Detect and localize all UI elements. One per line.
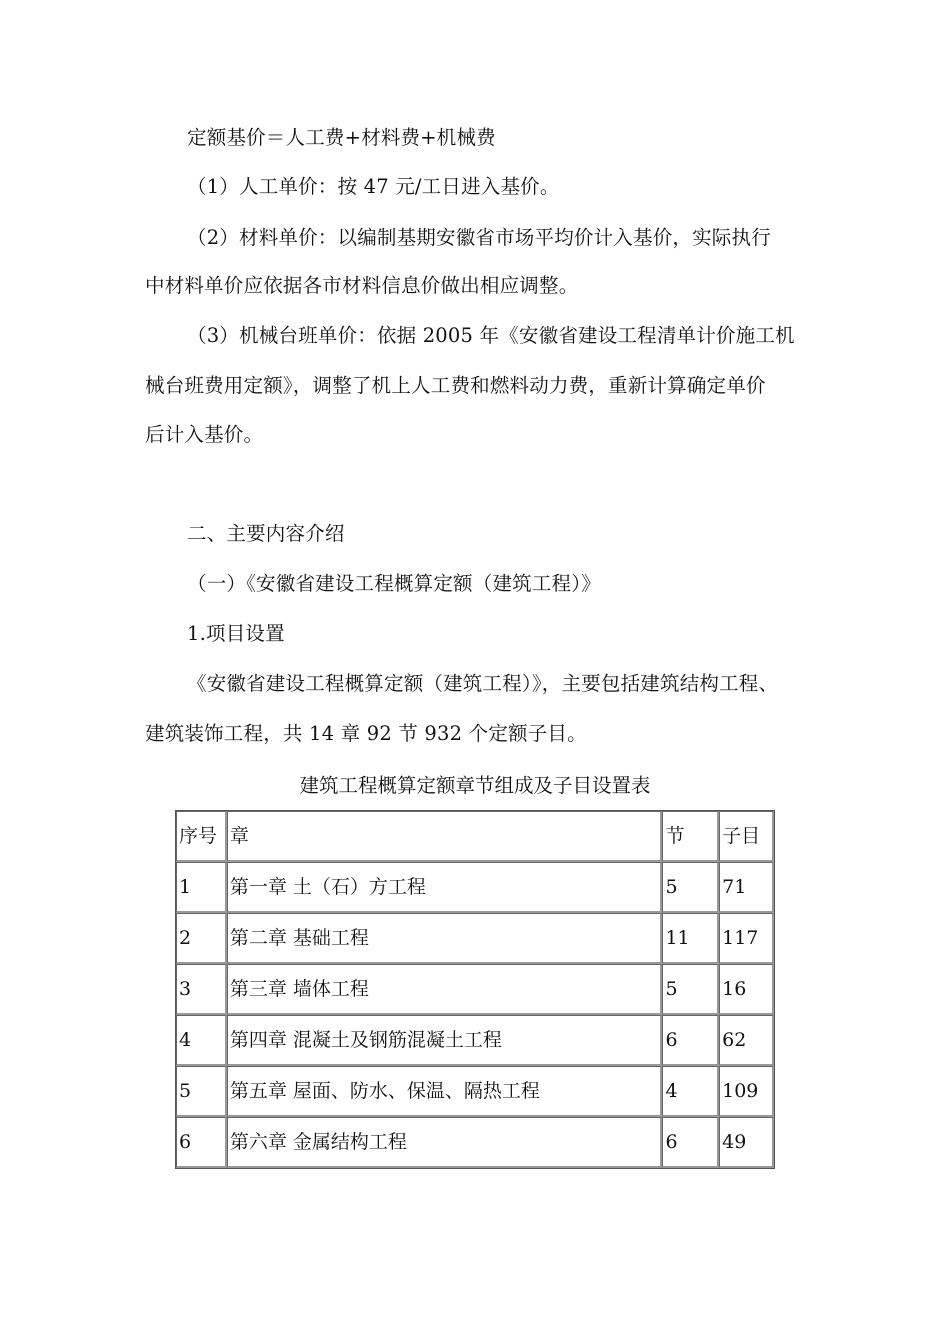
cell-serial-number: 4 — [176, 1015, 227, 1066]
cell-chapter: 第四章 混凝土及钢筋混凝土工程 — [227, 1015, 663, 1066]
cell-chapter: 第一章 土（石）方工程 — [227, 862, 663, 913]
paragraph-labor-unit-price: （1）人工单价：按 47 元/工日进入基价。 — [187, 175, 560, 198]
cell-chapter: 第六章 金属结构工程 — [227, 1117, 663, 1168]
header-chapter: 章 — [227, 811, 663, 862]
cell-section-count: 4 — [662, 1066, 719, 1117]
cell-section-count: 6 — [662, 1015, 719, 1066]
cell-subitem-count: 109 — [719, 1066, 774, 1117]
cell-chapter: 第二章 基础工程 — [227, 913, 663, 964]
cell-section-count: 5 — [662, 862, 719, 913]
cell-section-count: 11 — [662, 913, 719, 964]
cell-subitem-count: 16 — [719, 964, 774, 1015]
paragraph-base-price-formula: 定额基价＝人工费+材料费+机械费 — [187, 126, 496, 149]
subsection-heading-estimate-quota: （一）《安徽省建设工程概算定额（建筑工程）》 — [187, 572, 601, 595]
cell-serial-number: 6 — [176, 1117, 227, 1168]
chapter-table — [175, 810, 775, 1169]
cell-serial-number: 1 — [176, 862, 227, 913]
paragraph-material-unit-price-line1: （2）材料单价：以编制基期安徽省市场平均价计入基价，实际执行 — [187, 226, 771, 249]
table-row — [176, 913, 774, 964]
item-heading-project-setup: 1.项目设置 — [187, 622, 285, 645]
paragraph-machine-unit-price-line3: 后计入基价。 — [145, 423, 264, 446]
paragraph-material-unit-price-line2: 中材料单价应依据各市材料信息价做出相应调整。 — [145, 274, 579, 297]
table-row — [176, 1066, 774, 1117]
table-header-row — [176, 811, 774, 862]
header-serial-number: 序号 — [176, 811, 227, 862]
table-caption: 建筑工程概算定额章节组成及子目设置表 — [299, 774, 651, 797]
paragraph-machine-unit-price-line1: （3）机械台班单价：依据 2005 年《安徽省建设工程清单计价施工机 — [187, 324, 795, 347]
paragraph-machine-unit-price-line2: 械台班费用定额》，调整了机上人工费和燃料动力费，重新计算确定单价 — [145, 374, 766, 397]
cell-section-count: 5 — [662, 964, 719, 1015]
cell-serial-number: 2 — [176, 913, 227, 964]
cell-serial-number: 5 — [176, 1066, 227, 1117]
paragraph-scope-line2: 建筑装饰工程，共 14 章 92 节 932 个定额子目。 — [145, 722, 587, 745]
table-row — [176, 964, 774, 1015]
paragraph-scope-line1: 《安徽省建设工程概算定额（建筑工程）》，主要包括建筑结构工程、 — [187, 672, 779, 695]
cell-subitem-count: 49 — [719, 1117, 774, 1168]
table-row — [176, 1117, 774, 1168]
cell-serial-number: 3 — [176, 964, 227, 1015]
table-row — [176, 862, 774, 913]
table-row — [176, 1015, 774, 1066]
section-heading-main-content: 二、主要内容介绍 — [187, 522, 345, 545]
cell-chapter: 第三章 墙体工程 — [227, 964, 663, 1015]
header-section: 节 — [662, 811, 719, 862]
cell-subitem-count: 62 — [719, 1015, 774, 1066]
cell-subitem-count: 117 — [719, 913, 774, 964]
cell-section-count: 6 — [662, 1117, 719, 1168]
cell-subitem-count: 71 — [719, 862, 774, 913]
header-subitem: 子目 — [719, 811, 774, 862]
cell-chapter: 第五章 屋面、防水、保温、隔热工程 — [227, 1066, 663, 1117]
